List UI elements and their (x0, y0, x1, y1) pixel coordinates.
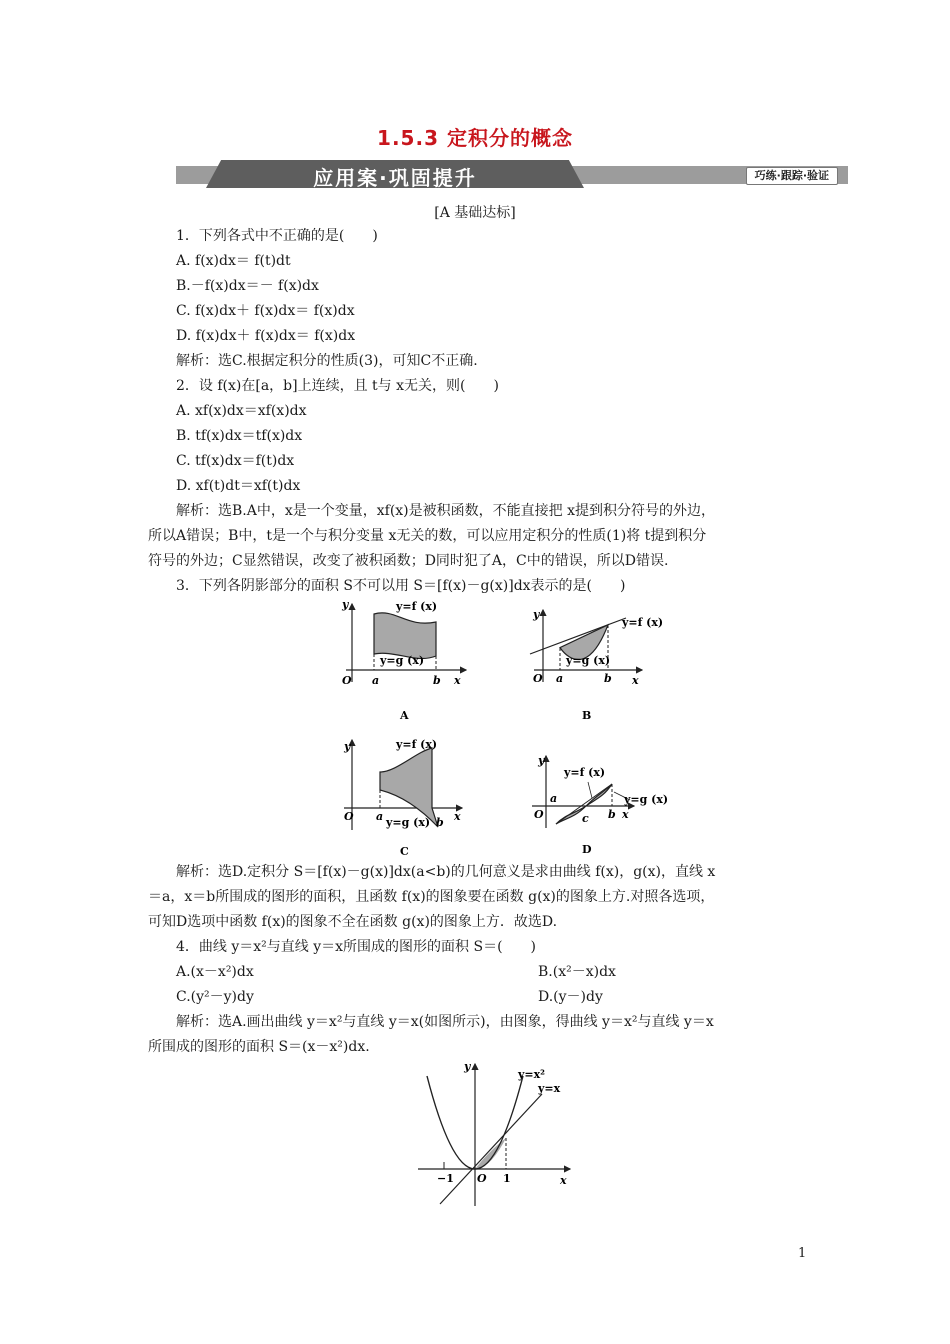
fig-a-a-label: a (372, 674, 380, 687)
q4-option-c: C.(y²－y)dy (176, 989, 254, 1005)
fig-a-caption: A (400, 709, 409, 722)
q2-option-b: B. tf(x)dx＝tf(x)dx (176, 428, 303, 444)
fig-e-parabola-label: y=x² (518, 1068, 545, 1081)
fig-e-neg1: −1 (437, 1172, 454, 1185)
q4-solution-line-1: 解析：选A.画出曲线 y＝x²与直线 y＝x(如图所示)，由图象，得曲线 y＝x²与直线 y＝x (176, 1014, 714, 1030)
fig-b-g-label: y=g (x) (566, 654, 611, 667)
fig-d-c-label: c (582, 812, 589, 825)
fig-b-y-label: y (533, 608, 540, 621)
section-label: [A 基础达标] (434, 205, 516, 221)
q1-option-b: B.－f(x)dx＝－ f(x)dx (176, 278, 319, 294)
fig-c-origin: O (344, 810, 354, 823)
fig-a-y-label: y (342, 598, 349, 611)
page-title: 1.5.3 定积分的概念 (377, 126, 573, 150)
fig-b-x-label: x (632, 674, 639, 687)
banner-badge: 巧练·跟踪·验证 (746, 167, 838, 185)
fig-d-caption: D (582, 843, 592, 856)
fig-a-b-label: b (433, 674, 441, 687)
section-banner (176, 160, 848, 188)
fig-d-b-label: b (608, 808, 616, 821)
fig-b-caption: B (582, 709, 592, 722)
figure-b (526, 604, 666, 728)
q3-solution-line-3: 可知D选项中函数 f(x)的图象不全在函数 g(x)的图象上方．故选D. (148, 914, 558, 930)
question-4: 4．曲线 y＝x²与直线 y＝x所围成的图形的面积 S＝( ) (176, 939, 536, 955)
q2-option-c: C. tf(x)dx＝f(t)dx (176, 453, 295, 469)
fig-d-f-label: y=f (x) (564, 766, 606, 779)
fig-d-y-label: y (538, 754, 545, 767)
q1-option-a: A. f(x)dx＝ f(t)dt (176, 253, 291, 269)
fig-c-a-label: a (376, 810, 384, 823)
fig-d-origin: O (534, 808, 544, 821)
fig-a-x-label: x (454, 674, 461, 687)
fig-e-origin: O (477, 1172, 487, 1185)
question-2: 2．设 f(x)在[a，b]上连续，且 t与 x无关，则( ) (176, 378, 499, 394)
fig-c-caption: C (400, 845, 409, 858)
q2-solution-line-1: 解析：选B.A中，x是一个变量，xf(x)是被积函数，不能直接把 x提到积分符号的外边， (176, 503, 715, 519)
q3-solution-line-2: ＝a，x＝b所围成的图形的面积，且函数 f(x)的图象要在函数 g(x)的图象上方.对照各选项， (148, 889, 715, 905)
fig-a-g-label: y=g (x) (380, 654, 425, 667)
fig-d-a-label: a (550, 792, 558, 805)
q2-solution-line-3: 符号的外边；C显然错误，改变了被积函数；D同时犯了A，C中的错误，所以D错误. (148, 553, 669, 569)
fig-b-a-label: a (556, 672, 564, 685)
q3-solution-line-1: 解析：选D.定积分 S＝[f(x)－g(x)]dx(a<b)的几何意义是求由曲线 f(x)，g(x)，直线 x (176, 864, 716, 880)
fig-d-x-label: x (622, 808, 629, 821)
fig-e-y-label: y (464, 1060, 471, 1073)
q4-option-a: A.(x－x²)dx (176, 964, 254, 980)
q1-solution: 解析：选C.根据定积分的性质(3)，可知C不正确. (176, 353, 478, 369)
page-number: 1 (798, 1246, 807, 1261)
fig-e-line-label: y=x (538, 1082, 561, 1095)
fig-c-f-label: y=f (x) (396, 738, 438, 751)
q1-option-c: C. f(x)dx＋ f(x)dx＝ f(x)dx (176, 303, 355, 319)
fig-c-g-label: y=g (x) (386, 816, 431, 829)
banner-title: 应用案·巩固提升 (313, 166, 477, 190)
q4-solution-line-2: 所围成的图形的面积 S＝(x－x²)dx. (148, 1039, 370, 1055)
fig-c-x-label: x (454, 810, 461, 823)
fig-a-f-label: y=f (x) (396, 600, 438, 613)
fig-b-f-label: y=f (x) (622, 616, 664, 629)
fig-e-one: 1 (503, 1172, 511, 1185)
question-3: 3．下列各阴影部分的面积 S不可以用 S＝[f(x)－g(x)]dx表示的是( ) (176, 578, 626, 594)
fig-c-b-label: b (436, 816, 444, 829)
q2-option-a: A. xf(x)dx＝xf(x)dx (176, 403, 307, 419)
fig-e-x-label: x (560, 1174, 567, 1187)
figure-parabola-line (410, 1056, 580, 1216)
q4-option-b: B.(x²－x)dx (538, 964, 616, 980)
q2-solution-line-2: 所以A错误；B中，t是一个与积分变量 x无关的数，可以应用定积分的性质(1)将 t提到积分 (148, 528, 707, 544)
fig-a-origin: O (342, 674, 352, 687)
q2-option-d: D. xf(t)dt＝xf(t)dx (176, 478, 301, 494)
figure-a (336, 598, 476, 726)
question-1: 1．下列各式中不正确的是( ) (176, 228, 378, 244)
fig-d-g-label: y=g (x) (624, 793, 669, 806)
q4-option-d: D.(y－)dy (538, 989, 603, 1005)
q1-option-d: D. f(x)dx＋ f(x)dx＝ f(x)dx (176, 328, 356, 344)
fig-c-y-label: y (344, 740, 351, 753)
figure-c (336, 734, 476, 862)
fig-b-origin: O (533, 672, 543, 685)
figure-d (526, 752, 676, 862)
fig-b-b-label: b (604, 672, 612, 685)
